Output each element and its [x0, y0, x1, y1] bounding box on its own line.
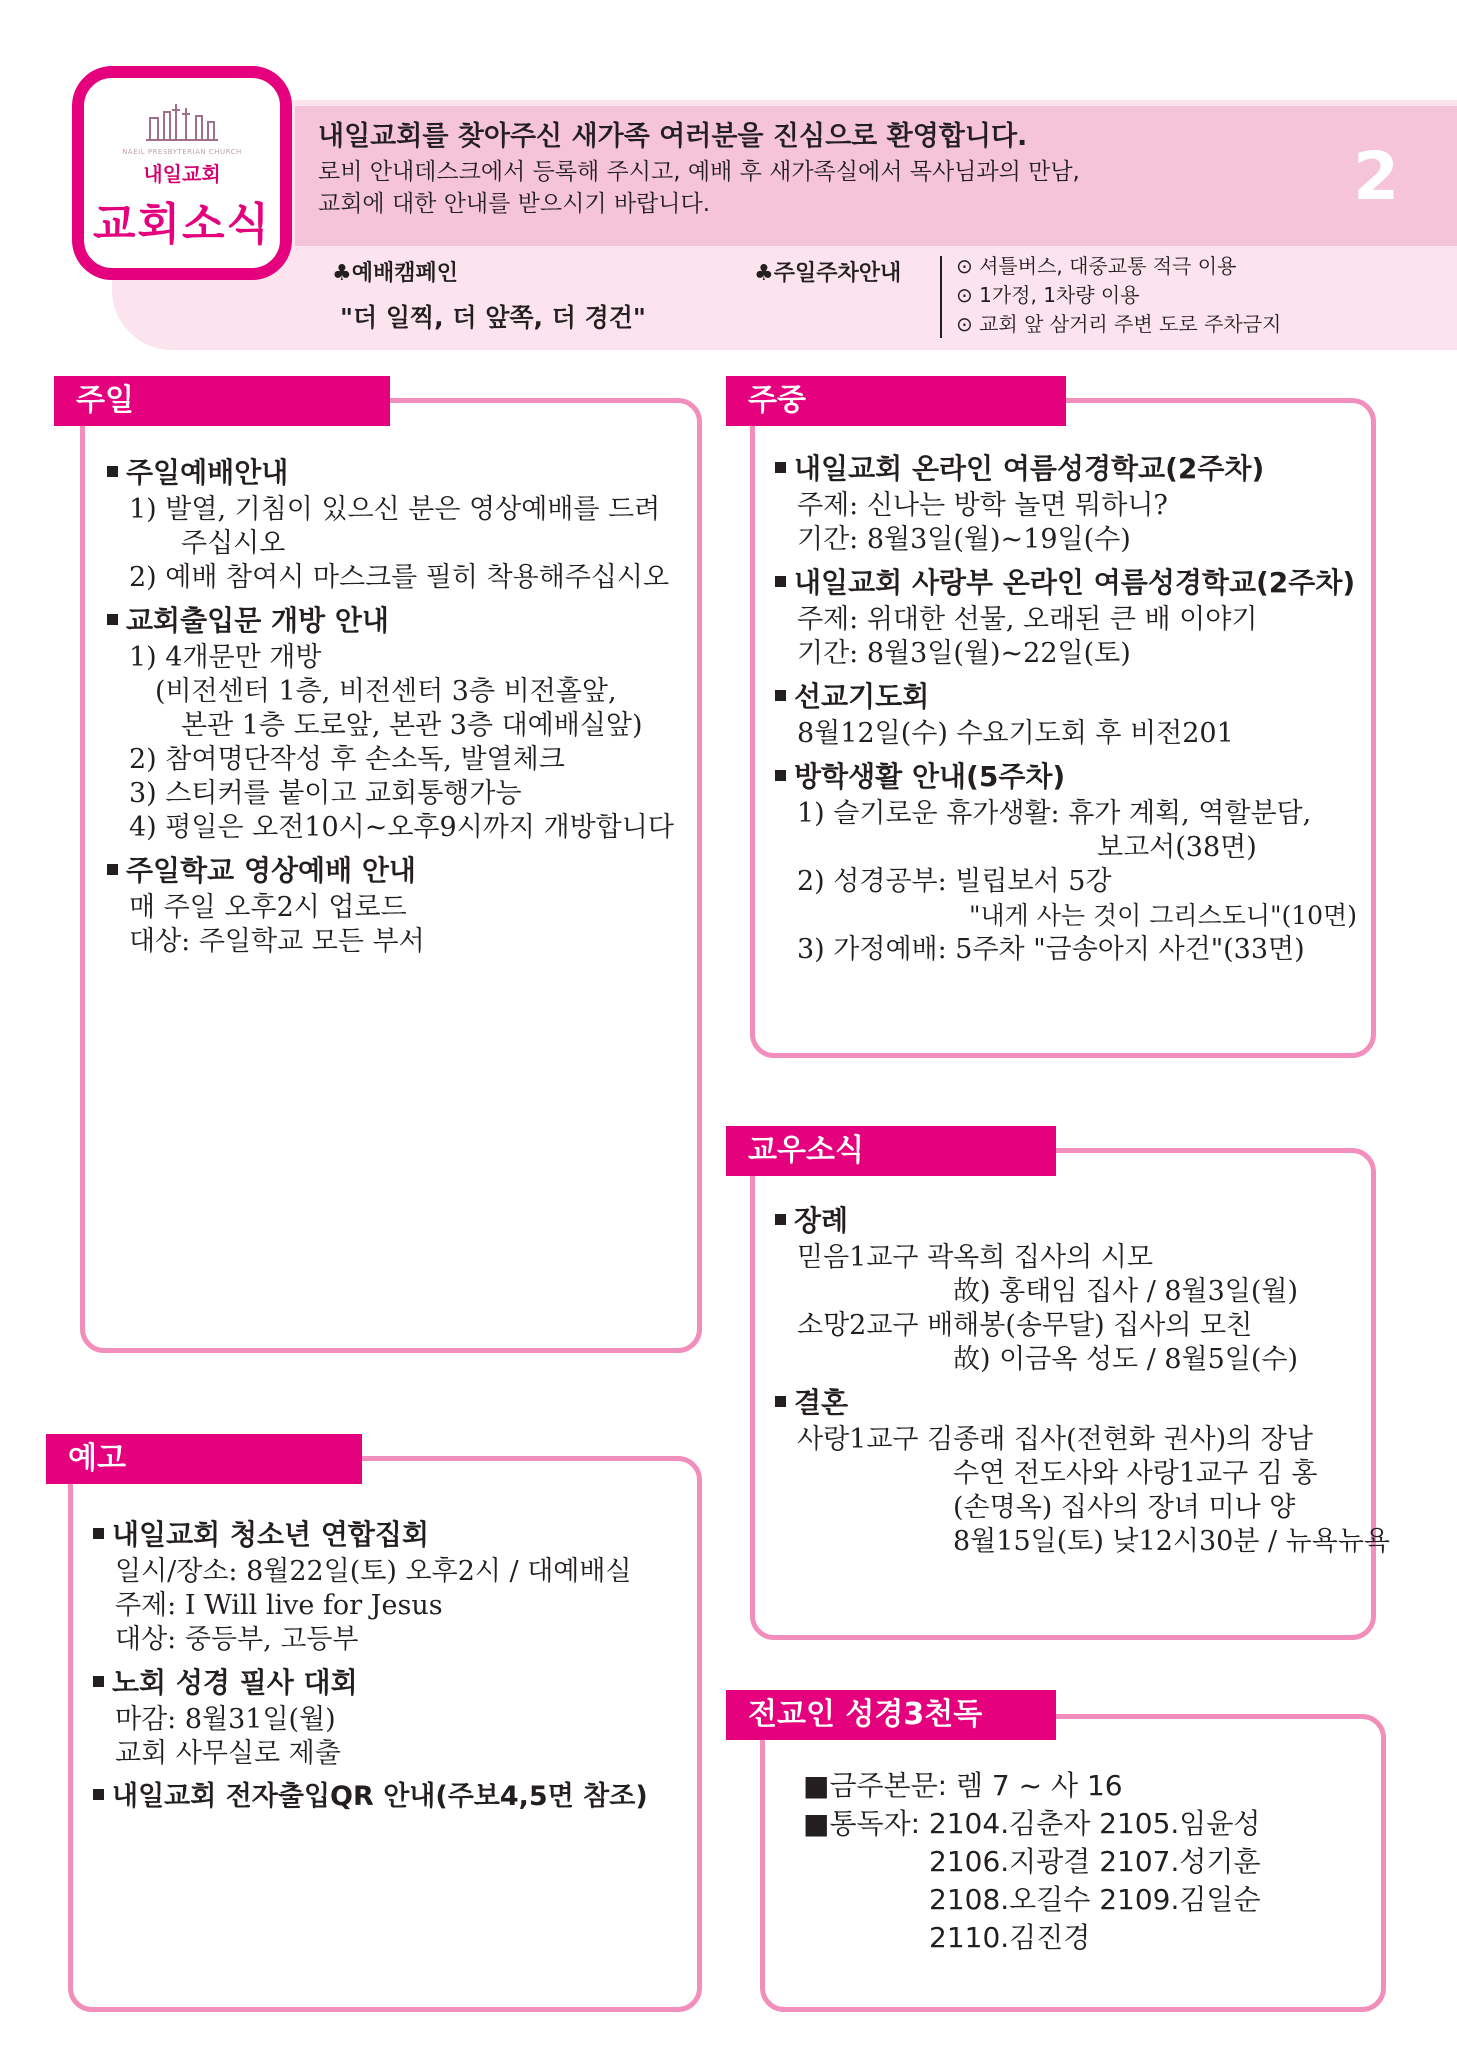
logo-english: NAEIL PRESBYTERIAN CHURCH	[122, 148, 242, 156]
welcome-line-3: 교회에 대한 안내를 받으시기 바랍니다.	[318, 191, 711, 217]
campaign-slogan: "더 일찍, 더 앞쪽, 더 경건"	[340, 303, 646, 332]
page-number: 2	[1353, 138, 1399, 215]
tab-sunday: 주일	[54, 376, 390, 426]
section-body: 1) 4개문만 개방 (비전센터 1층, 비전센터 3층 비전홀앞, 본관 1층 도로앞, 본관 3층 대예배실앞) 2) 참여명단작성 후 손소독, 발열체크 3) 스티커를 붙이고 교회통행가능 4) 평일은 오전10시~오후9시까지 개방합니다	[129, 642, 674, 843]
welcome-message	[318, 118, 1318, 220]
tab-members-news: 교우소식	[726, 1126, 1056, 1176]
parking-item: ⊙ 셔틀버스, 대중교통 적극 이용	[956, 254, 1237, 278]
notice-section	[68, 1456, 702, 2012]
church-logo-box	[72, 66, 292, 280]
page-title: 교회소식	[92, 199, 271, 250]
section-body: 믿음1교구 곽옥희 집사의 시모 故) 홍태임 집사 / 8월3일(월) 소망2교구 배해봉(송무달) 집사의 모친 故) 이금옥 성도 / 8월5일(수)	[797, 1242, 1299, 1375]
section-heading: 내일교회 사랑부 온라인 여름성경학교(2주차)	[775, 563, 1361, 603]
section-heading: 내일교회 온라인 여름성경학교(2주차)	[775, 449, 1361, 489]
section-heading: 방학생활 안내(5주차)	[775, 757, 1361, 797]
tab-weekday: 주중	[726, 376, 1066, 426]
section-body: 1) 슬기로운 휴가생활: 휴가 계획, 역할분담, 보고서(38면) 2) 성경공부: 빌립보서 5강 "내게 사는 것이 그리스도니"(10면) 3) 가정예배: 5주차 "금송아지 사건"(33면)	[797, 798, 1357, 965]
bible-line: ■금주본문: 렘 7 ~ 사 16	[803, 1769, 1123, 1802]
section-heading: 노회 성경 필사 대회	[93, 1663, 687, 1703]
parking-label: ♣주일주차안내	[754, 261, 902, 286]
sunday-section	[80, 398, 702, 1353]
members-section	[750, 1148, 1390, 1640]
bible-line: 2106.지광결 2107.성기훈	[929, 1845, 1261, 1878]
section-body: 마감: 8월31일(월) 교회 사무실로 제출	[115, 1704, 341, 1769]
section-heading: 주일예배안내	[107, 453, 677, 493]
bible-reading-section	[760, 1714, 1386, 2012]
section-body: 1) 발열, 기침이 있으신 분은 영상예배를 드려 주십시오 2) 예배 참여시 마스크를 필히 착용해주십시오	[129, 494, 670, 593]
weekday-section	[750, 398, 1376, 1058]
welcome-line-2: 로비 안내데스크에서 등록해 주시고, 예배 후 새가족실에서 목사님과의 만남,	[318, 159, 1080, 185]
section-heading: 교회출입문 개방 안내	[107, 601, 677, 641]
tab-bible-reading: 전교인 성경3천독	[726, 1690, 1056, 1740]
section-heading: 내일교회 전자출입QR 안내(주보4,5면 참조)	[93, 1777, 687, 1817]
parking-divider	[940, 256, 942, 338]
campaign-label: ♣예배캠페인	[332, 261, 458, 286]
section-heading: 장례	[775, 1201, 1361, 1241]
section-body: 사랑1교구 김종래 집사(전현화 권사)의 장남 수연 전도사와 사랑1교구 김 홍 (손명옥) 집사의 장녀 미나 양 8월15일(토) 낮12시30분 / 뉴욕뉴욕	[797, 1424, 1390, 1557]
section-heading: 결혼	[775, 1383, 1361, 1423]
section-body: 일시/장소: 8월22일(토) 오후2시 / 대예배실 주제: I Will live for Jesus 대상: 중등부, 고등부	[115, 1556, 632, 1655]
church-skyline-icon	[146, 100, 218, 144]
bible-line: ■통독자: 2104.김춘자 2105.임윤성	[803, 1807, 1261, 1840]
bible-line: 2108.오길수 2109.김일순	[929, 1883, 1261, 1916]
logo-church-name: 내일교회	[143, 162, 221, 186]
section-heading: 선교기도회	[775, 677, 1361, 717]
parking-item: ⊙ 1가정, 1차량 이용	[956, 283, 1140, 307]
section-body: 8월12일(수) 수요기도회 후 비전201	[797, 718, 1234, 749]
parking-item: ⊙ 교회 앞 삼거리 주변 도로 주차금지	[956, 312, 1282, 336]
section-heading: 내일교회 청소년 연합집회	[93, 1515, 687, 1555]
section-body: 주제: 위대한 선물, 오래된 큰 배 이야기 기간: 8월3일(월)~22일(토)	[797, 604, 1258, 669]
section-body: 매 주일 오후2시 업로드 대상: 주일학교 모든 부서	[129, 892, 425, 957]
welcome-line-1: 내일교회를 찾아주신 새가족 여러분을 진심으로 환영합니다.	[318, 121, 1028, 152]
bible-line: 2110.김진경	[929, 1921, 1091, 1954]
tab-notice: 예고	[46, 1434, 362, 1484]
section-body: 주제: 신나는 방학 놀면 뭐하니? 기간: 8월3일(월)~19일(수)	[797, 490, 1168, 555]
parking-list	[956, 252, 1281, 339]
section-heading: 주일학교 영상예배 안내	[107, 851, 677, 891]
